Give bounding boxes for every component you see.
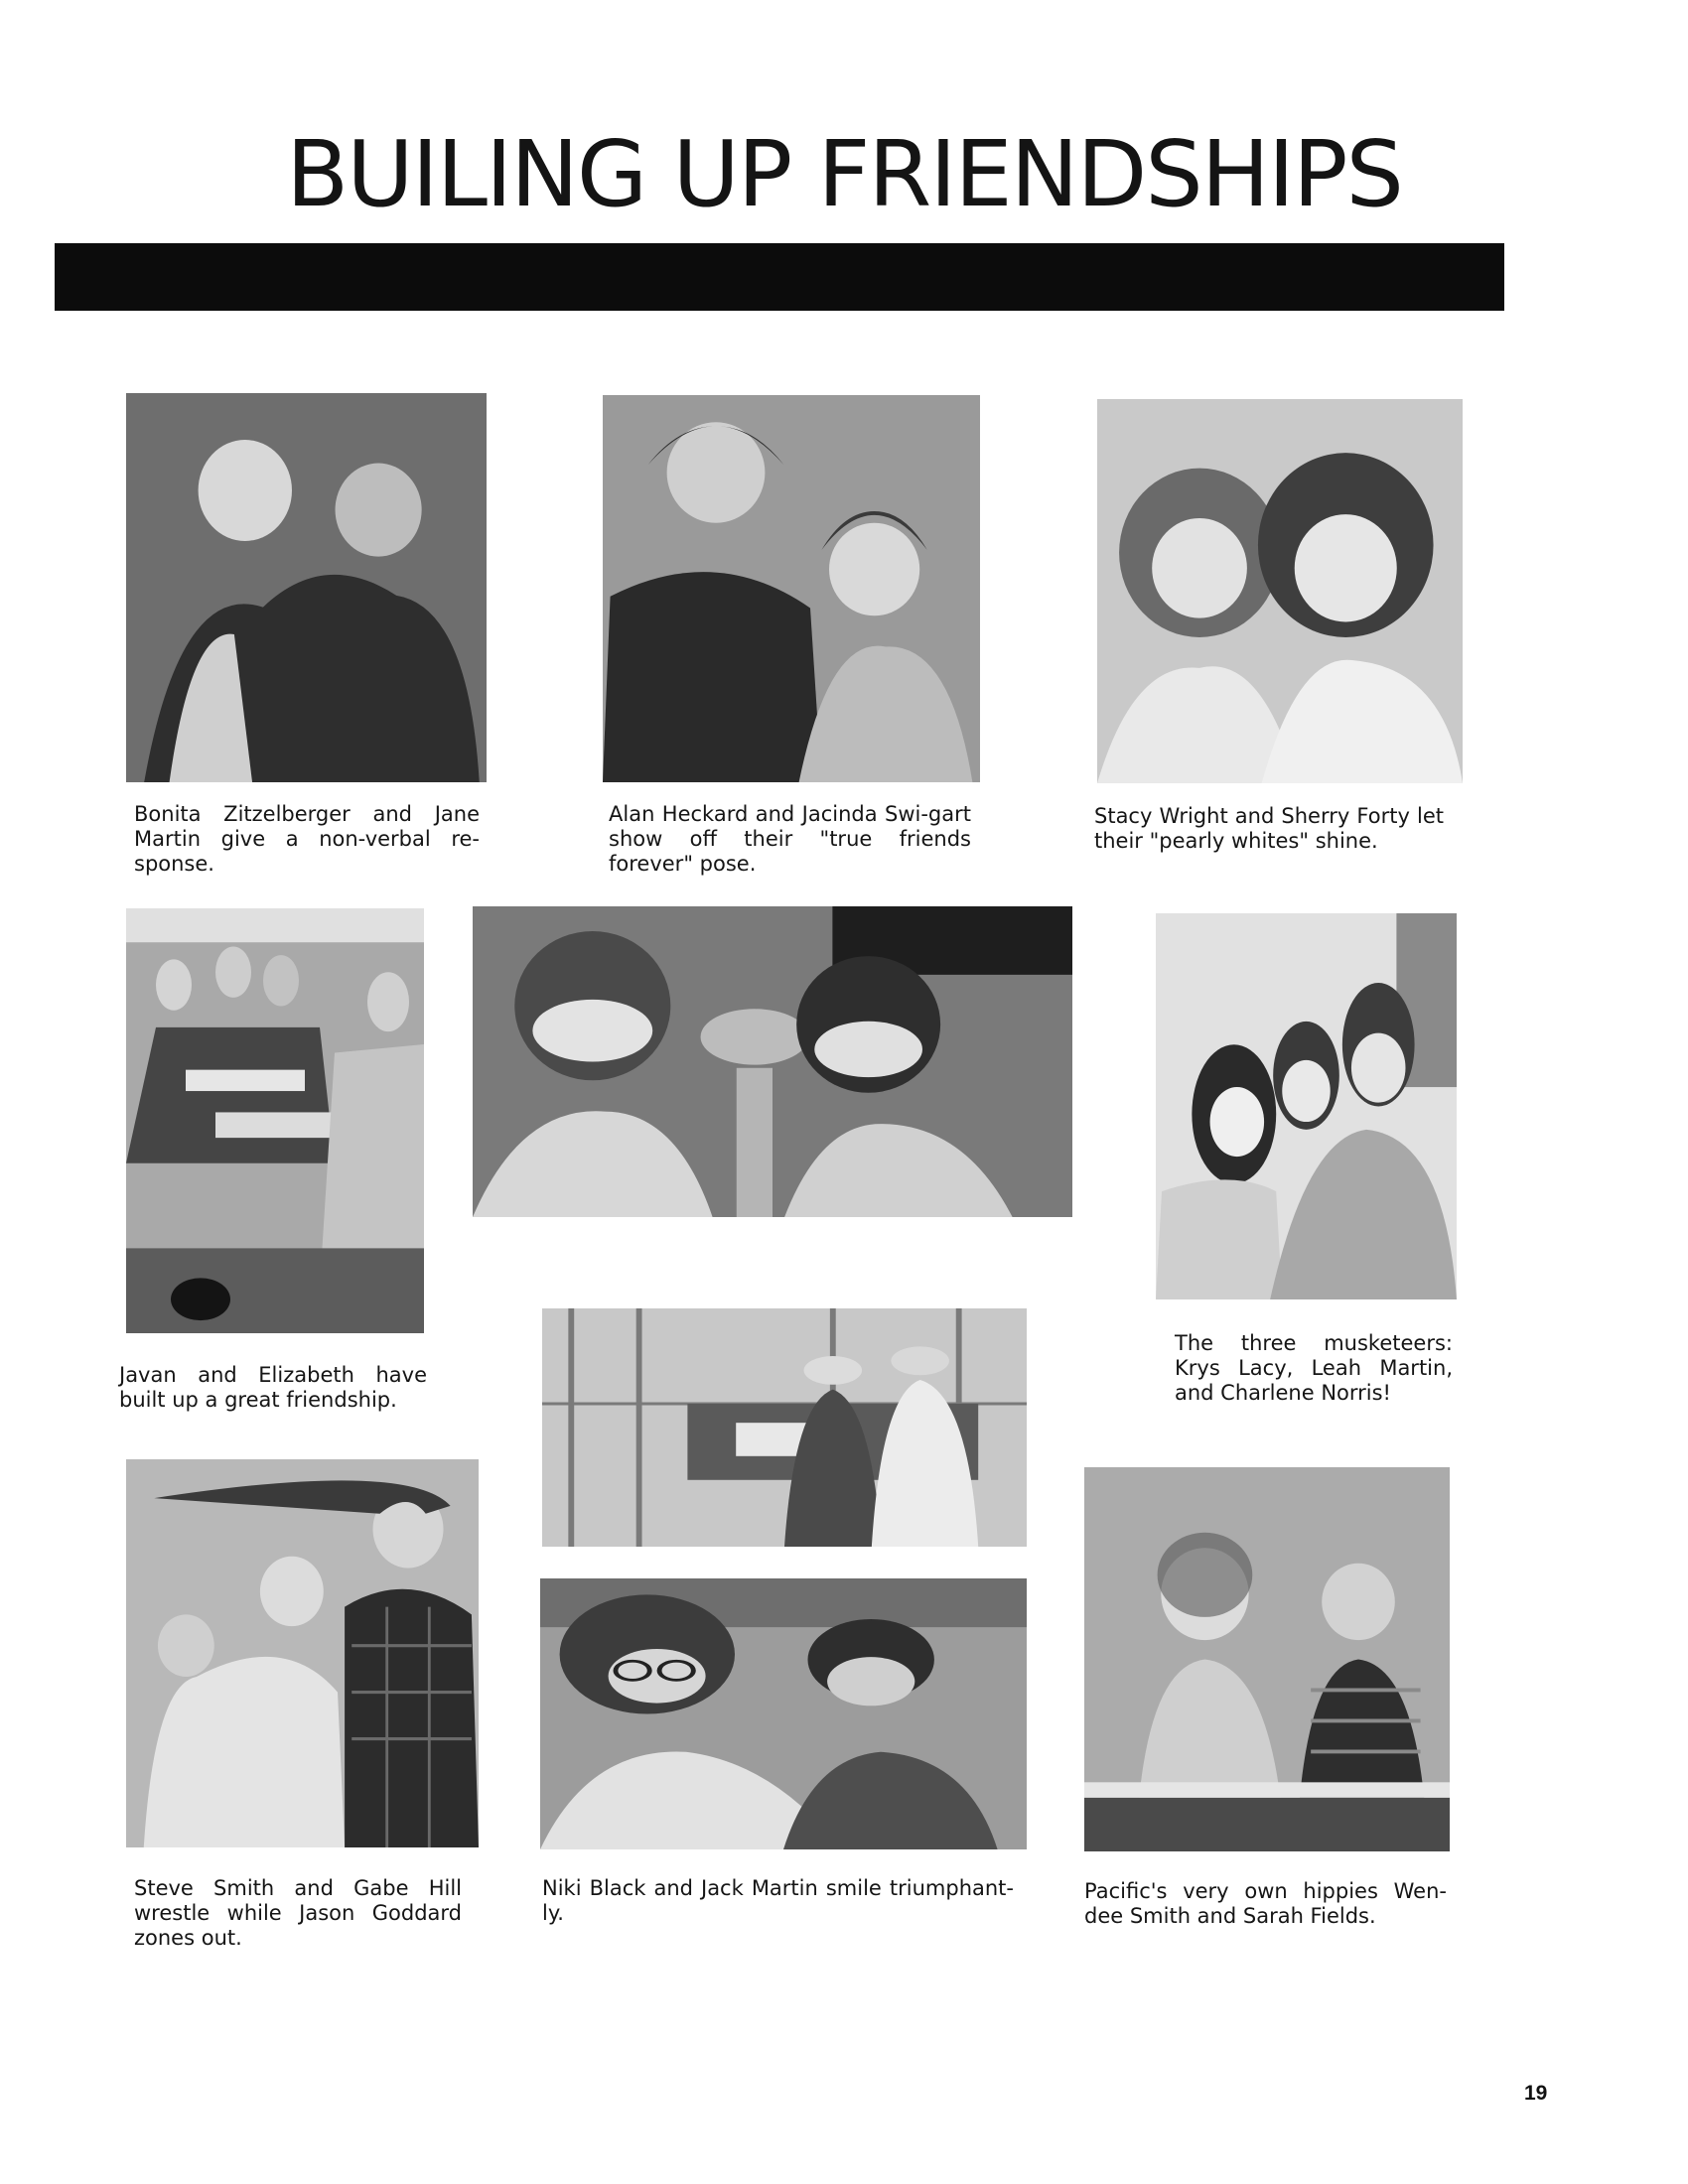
caption-photo-9: Niki Black and Jack Martin smile triumphant-ly. — [542, 1876, 1014, 1925]
caption-photo-3: Stacy Wright and Sherry Forty let their "pearly whites" shine. — [1094, 804, 1444, 853]
photo-alan-jacinda — [603, 395, 980, 782]
photo-stacy-sherry — [1097, 399, 1463, 783]
caption-photo-10: Pacific's very own hippies Wen-dee Smith and Sarah Fields. — [1084, 1879, 1447, 1928]
photo-hippies — [1084, 1467, 1450, 1851]
page-number: 19 — [1524, 2082, 1548, 2105]
photo-friends-mannequin — [473, 906, 1072, 1217]
page-title: BUILING UP FRIENDSHIPS — [286, 121, 1402, 227]
caption-photo-8: Steve Smith and Gabe Hill wrestle while Jason Goddard zones out. — [134, 1876, 462, 1950]
photo-three-musketeers — [1156, 913, 1457, 1299]
photo-wrestling — [126, 1459, 479, 1847]
photo-classroom-group — [126, 908, 424, 1333]
photo-bonita-jane — [126, 393, 487, 782]
caption-photo-4: Javan and Elizabeth have built up a great friendship. — [119, 1363, 427, 1412]
title-bar — [55, 243, 1504, 311]
caption-photo-2: Alan Heckard and Jacinda Swi-gart show off their "true friends forever" pose. — [609, 802, 971, 876]
photo-niki-jack — [540, 1578, 1027, 1849]
caption-photo-6: The three musketeers: Krys Lacy, Leah Martin, and Charlene Norris! — [1175, 1331, 1453, 1405]
caption-photo-1: Bonita Zitzelberger and Jane Martin give a non-verbal re-sponse. — [134, 802, 480, 876]
photo-window-pair — [542, 1308, 1027, 1547]
